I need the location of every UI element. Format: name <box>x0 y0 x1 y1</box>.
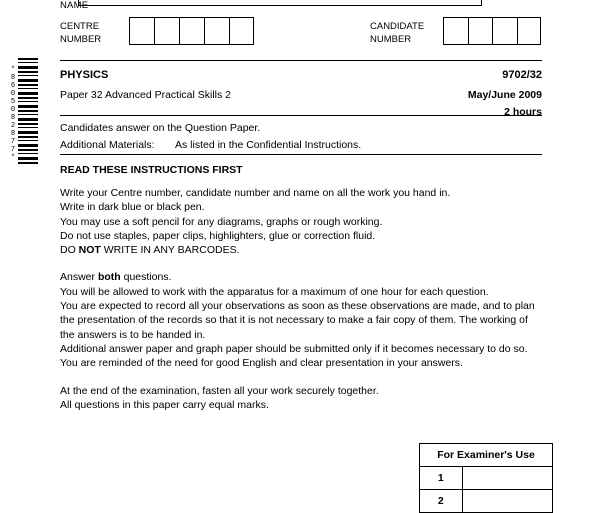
candidate-number-cell[interactable] <box>492 17 517 45</box>
exam-duration: 2 hours <box>504 106 542 118</box>
instructions-body <box>60 186 542 412</box>
name-input-box[interactable] <box>78 0 482 6</box>
centre-number-label-line1: CENTRE <box>60 21 100 32</box>
answer-suffix: questions. <box>120 271 172 284</box>
barcode <box>8 58 38 166</box>
candidate-number-label-line1: CANDIDATE <box>370 21 425 32</box>
instruction-line: All questions in this paper carry equal marks. <box>60 398 269 411</box>
instruction-line: You are reminded of the need for good English and clear presentation in your answers. <box>60 357 463 370</box>
answer-on-paper-notice: Candidates answer on the Question Paper. <box>60 122 261 134</box>
examiner-use-table <box>419 443 553 513</box>
do-prefix: DO <box>60 244 79 257</box>
centre-number-cell[interactable] <box>129 17 154 45</box>
centre-number-label <box>60 20 101 46</box>
instruction-line: Additional answer paper and graph paper should be submitted only if it becomes necessary to do so. <box>60 342 528 355</box>
candidate-number-label-line2: NUMBER <box>370 34 412 45</box>
examiner-table-title: For Examiner's Use <box>420 444 553 467</box>
candidate-number-boxes[interactable] <box>443 17 541 45</box>
instruction-line-barcodes <box>60 243 542 257</box>
centre-number-boxes[interactable] <box>129 17 254 45</box>
question-number: 2 <box>420 490 463 513</box>
answer-prefix: Answer <box>60 271 98 284</box>
instruction-line: You may use a soft pencil for any diagrams, graphs or rough working. <box>60 215 383 228</box>
instruction-line: You will be allowed to work with the apparatus for a maximum of one hour for each question. <box>60 285 489 298</box>
not-emphasis: NOT <box>78 244 101 257</box>
instructions-heading: READ THESE INSTRUCTIONS FIRST <box>60 164 243 176</box>
centre-number-cell[interactable] <box>229 17 254 45</box>
instruction-answer-both <box>60 270 542 284</box>
table-row <box>420 490 553 513</box>
centre-number-cell[interactable] <box>204 17 229 45</box>
candidate-number-label <box>370 20 424 46</box>
divider-under-header <box>60 115 542 116</box>
question-number: 1 <box>420 467 463 490</box>
barcode-number: *8605082877* <box>9 66 17 162</box>
name-label: NAME <box>60 0 89 11</box>
instruction-line: Write your Centre number, candidate number and name on all the work you hand in. <box>60 187 451 199</box>
table-row <box>420 467 553 490</box>
both-emphasis: both <box>97 271 121 284</box>
candidate-number-cell[interactable] <box>517 17 542 45</box>
candidate-number-cell[interactable] <box>468 17 493 45</box>
divider-top <box>60 60 542 61</box>
subject-title: PHYSICS <box>60 69 109 81</box>
instruction-line: Write in dark blue or black pen. <box>60 201 205 214</box>
mark-cell[interactable] <box>462 467 552 490</box>
centre-number-cell[interactable] <box>179 17 204 45</box>
paper-name: Paper 32 Advanced Practical Skills 2 <box>60 89 232 101</box>
instruction-line: At the end of the examination, fasten all your work securely together. <box>60 384 379 397</box>
mark-cell[interactable] <box>462 490 552 513</box>
do-suffix: WRITE IN ANY BARCODES. <box>100 244 240 257</box>
instruction-line: Do not use staples, paper clips, highlighters, glue or correction fluid. <box>60 229 376 242</box>
instruction-line: You are expected to record all your observations as soon as these observations are made, and to plan the presentation of the records so that it is not necessary to make a fair copy of them. The working of the answers is to be handed in. <box>60 300 535 341</box>
table-header-row <box>420 444 553 467</box>
centre-number-cell[interactable] <box>154 17 179 45</box>
paper-code: 9702/32 <box>502 69 542 81</box>
additional-materials-value: As listed in the Confidential Instructions. <box>175 139 362 151</box>
centre-number-label-line2: NUMBER <box>60 34 102 45</box>
divider-under-materials <box>60 154 542 155</box>
barcode-bars <box>18 58 38 166</box>
exam-session: May/June 2009 <box>467 89 542 101</box>
candidate-number-cell[interactable] <box>443 17 468 45</box>
additional-materials-label: Additional Materials: <box>60 139 155 151</box>
